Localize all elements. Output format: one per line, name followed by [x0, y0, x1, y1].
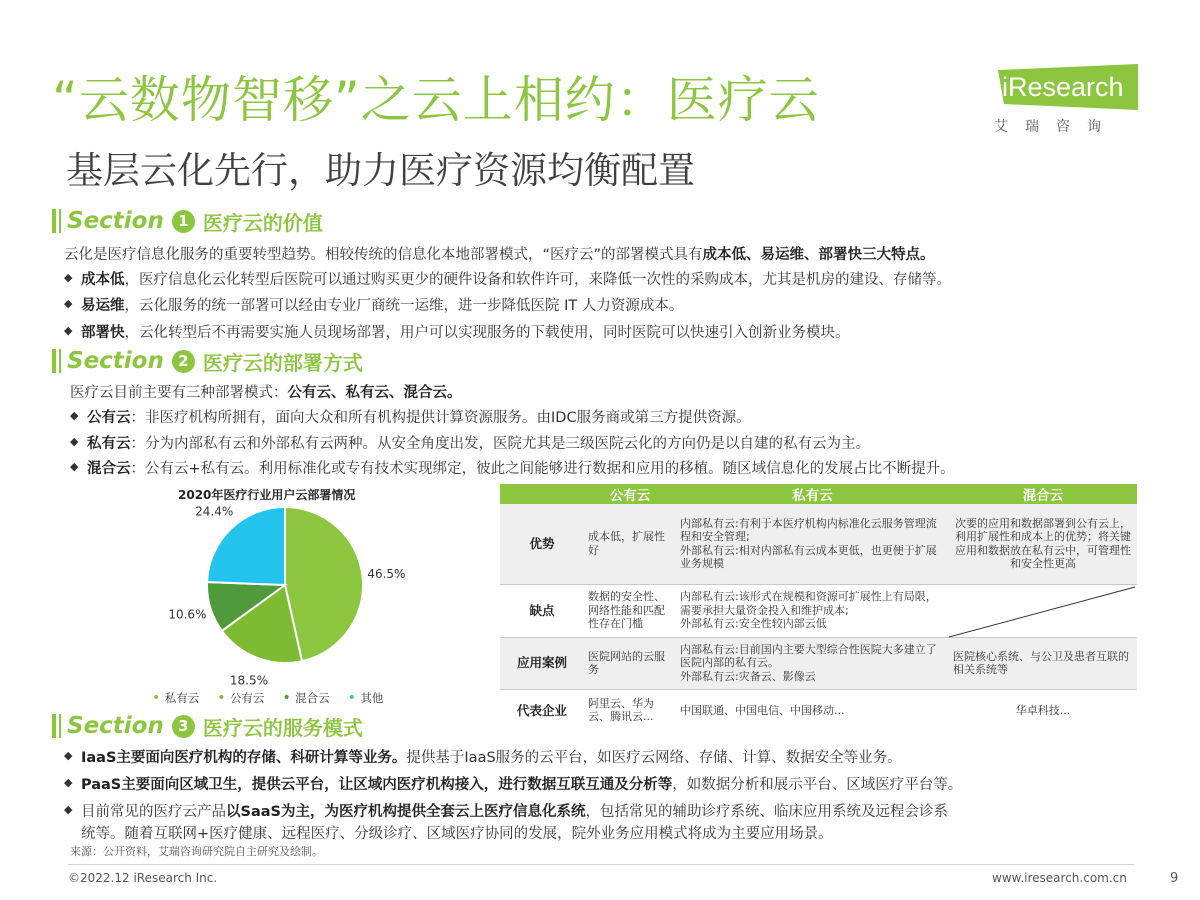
- section-number-badge: 1: [172, 210, 195, 233]
- diamond-bullet-icon: ◆: [70, 460, 79, 473]
- table-cell: 成本低，扩展性好: [584, 504, 676, 584]
- legend-dot-icon: •: [152, 690, 165, 706]
- chart-title: 2020年医疗行业用户云部署情况: [178, 488, 356, 502]
- section-2-header: [52, 346, 363, 376]
- table-cell: 内部私有云:目前国内主要大型综合性医院大多建立了医院内部的私有云。 外部私有云:灾备云、影像云: [676, 637, 949, 689]
- legend-item: [152, 690, 199, 706]
- table-cell: 医院网站的云服务: [584, 637, 676, 689]
- page-title: “云数物智移”之云上相约：医疗云: [52, 71, 820, 129]
- diamond-bullet-icon: ◆: [70, 435, 79, 448]
- chart-legend: [152, 690, 383, 706]
- diamond-bullet-icon: ◆: [64, 749, 73, 762]
- table-cell: 次要的应用和数据部署到公有云上，利用扩展性和成本上的优势；将关键应用和数据放在私有云中，可管理性和安全性更高: [949, 504, 1137, 584]
- table-cell: 中国联通、中国电信、中国移动...: [680, 703, 845, 717]
- table-row: [500, 504, 1137, 584]
- copyright: ©2022.12 iResearch Inc.: [68, 871, 218, 885]
- diagonal-line: [949, 585, 1137, 637]
- table-header-cell: 私有云: [676, 484, 949, 504]
- table-header-cell: [500, 484, 584, 504]
- website: www.iresearch.com.cn: [992, 871, 1127, 885]
- legend-item: [348, 690, 384, 706]
- section-heading: 医疗云的服务模式: [202, 715, 363, 740]
- table-cell: 内部私有云:该形式在规模和资源可扩展性上有局限，需要承担大量资金投入和维护成本; 外部私有云:安全性较内部云低: [676, 584, 949, 637]
- logo-chinese-name: 艾瑞咨询: [994, 119, 1118, 135]
- table-cell: 数据的安全性、网络性能和匹配性存在门槛: [584, 584, 676, 637]
- list-item: ◆ PaaS主要面向区域卫生，提供云平台，让区域内医疗机构接入，进行数据互联互通及分析等，如数据分析和展示平台、区域医疗平台等。: [64, 773, 962, 794]
- pie-data-label: 24.4%: [195, 504, 234, 519]
- legend-dot-icon: •: [347, 690, 361, 706]
- section-number-badge: 3: [172, 715, 195, 738]
- deployment-comparison-table: [500, 484, 1137, 731]
- page-subtitle: 基层云化先行，助力医疗资源均衡配置: [66, 149, 695, 192]
- section-word: Section: [67, 713, 164, 739]
- table-row: [500, 584, 1137, 637]
- table-cell-diagonal: [949, 584, 1137, 637]
- source-note: 来源：公开资料，艾瑞咨询研究院自主研究及绘制。: [70, 845, 323, 858]
- section-1-header: [52, 206, 323, 236]
- table-cell: 医院核心系统、与公卫及患者互联的相关系统等: [949, 637, 1137, 689]
- diamond-bullet-icon: ◆: [64, 324, 73, 337]
- section-2-intro: 医疗云目前主要有三种部署模式：公有云、私有云、混合云。: [70, 385, 462, 401]
- legend-label: 其他: [360, 691, 384, 705]
- pie-data-label: 46.5%: [367, 566, 406, 581]
- legend-item: [217, 690, 264, 706]
- section-heading: 医疗云的部署方式: [202, 350, 363, 375]
- table-header-cell: 混合云: [949, 484, 1137, 504]
- legend-dot-icon: •: [282, 690, 296, 706]
- diamond-bullet-icon: ◆: [70, 409, 79, 422]
- list-item-continuation: 统等。随着互联网+医疗健康、远程医疗、分级诊疗、区域医疗协同的发展，院外业务应用模式将成为主要应用场景。: [81, 826, 833, 842]
- diamond-bullet-icon: ◆: [64, 271, 73, 284]
- row-label: 缺点: [500, 584, 584, 637]
- diamond-bullet-icon: ◆: [64, 803, 73, 816]
- list-item: ◆ 公有云：非医疗机构所拥有，面向大众和所有机构提供计算资源服务。由IDC服务商或第三方提供资源。: [70, 406, 751, 427]
- footer-divider: [68, 864, 1134, 865]
- diamond-bullet-icon: ◆: [64, 776, 73, 789]
- table-header-cell: 公有云: [584, 484, 676, 504]
- list-item: ◆ 成本低，医疗信息化云化转型后医院可以通过购买更少的硬件设备和软件许可，来降低一次性的采购成本，尤其是机房的建设、存储等。: [64, 268, 951, 289]
- diamond-bullet-icon: ◆: [64, 297, 73, 310]
- table-cell: 内部私有云:有利于本医疗机构内标准化云服务管理流程和安全管理; 外部私有云:相对内部私有云成本更低，也更便于扩展业务规模: [676, 504, 949, 584]
- pie-data-label: 18.5%: [229, 673, 269, 688]
- pie-slice-其他: [207, 507, 285, 585]
- row-label: 应用案例: [500, 637, 584, 689]
- legend-dot-icon: •: [217, 690, 230, 706]
- section-3-header: [52, 711, 363, 741]
- legend-label: 公有云: [229, 691, 265, 705]
- table-cell: 华卓科技...: [1015, 703, 1071, 717]
- section-word: Section: [67, 348, 164, 374]
- row-label: 代表企业: [516, 702, 567, 718]
- list-item: ◆ 目前常见的医疗云产品以SaaS为主，为医疗机构提供全套云上医疗信息化系统，包括常见的辅助诊疗系统、临床应用系统及远程会诊系: [64, 800, 948, 821]
- table-row: [500, 689, 1137, 731]
- row-label: 优势: [500, 504, 584, 584]
- logo-wordmark: iResearch: [1002, 72, 1124, 102]
- legend-label: 混合云: [295, 691, 330, 705]
- section-number-badge: 2: [172, 350, 195, 373]
- page-number: 9: [1170, 871, 1179, 886]
- list-item: ◆ 部署快，云化转型后不再需要实施人员现场部署，用户可以实现服务的下载使用，同时医院可以快速引入创新业务模块。: [64, 321, 850, 342]
- pie-data-label: 10.6%: [168, 607, 207, 622]
- table-row: [500, 637, 1137, 689]
- table-header-row: [500, 484, 1137, 504]
- list-item: ◆ 私有云：分为内部私有云和外部私有云两种。从安全角度出发，医院尤其是三级医院云化的方向仍是以自建的私有云为主。: [70, 432, 870, 453]
- table-cell: 阿里云、华为云、腾讯云...: [588, 696, 654, 724]
- pie-chart: [150, 500, 430, 688]
- section-1-intro: 云化是医疗信息化服务的重要转型趋势。相较传统的信息化本地部署模式，“医疗云”的部署模式具有成本低、易运维、部署快三大特点。: [64, 247, 935, 263]
- list-item: ◆ 混合云：公有云+私有云。利用标准化或专有技术实现绑定，彼此之间能够进行数据和应用的移植。随区域信息化的发展占比不断提升。: [70, 457, 955, 478]
- list-item: ◆ IaaS主要面向医疗机构的存储、科研计算等业务。提供基于IaaS服务的云平台，如医疗云网络、存储、计算、数据安全等业务。: [64, 746, 902, 767]
- list-item: ◆ 易运维，云化服务的统一部署可以经由专业厂商统一运维，进一步降低医院 IT 人力资源成本。: [64, 294, 683, 315]
- section-word: Section: [67, 208, 164, 234]
- legend-label: 私有云: [164, 691, 200, 705]
- section-heading: 医疗云的价值: [202, 210, 323, 235]
- legend-item: [282, 690, 329, 706]
- iresearch-logo: [990, 64, 1140, 136]
